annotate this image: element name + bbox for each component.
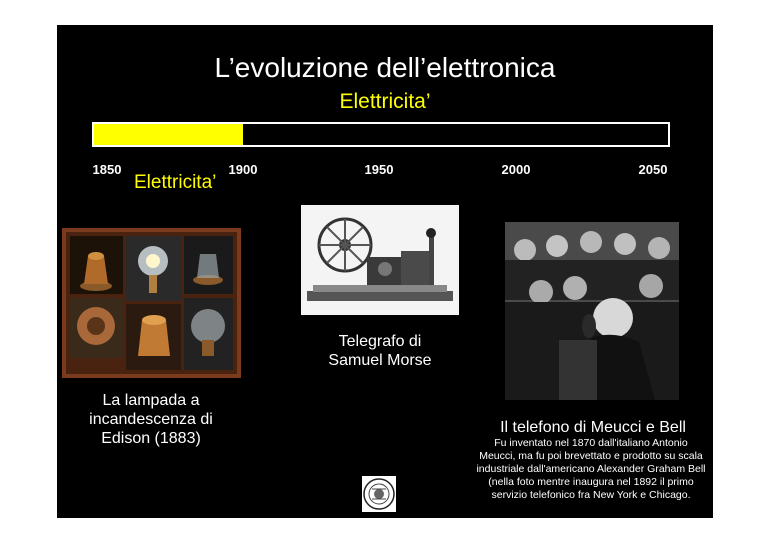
- era-label: Elettricita’: [134, 172, 217, 193]
- timeline-progress-fill: [94, 124, 243, 145]
- university-seal-logo: [362, 476, 396, 512]
- lamp-caption-line: La lampada a: [102, 392, 200, 409]
- morse-telegraph-photo: [301, 205, 459, 315]
- lamp-caption: [71, 391, 231, 448]
- telephone-caption: Il telefono di Meucci e Bell: [500, 419, 686, 436]
- lamp-caption-line: Edison (1883): [101, 430, 201, 447]
- lamp-caption-line: incandescenza di: [89, 411, 213, 428]
- timeline-tick-1900: 1900: [228, 162, 258, 177]
- timeline-tick-1850: 1850: [92, 162, 122, 177]
- telephone-description-line: (nella foto mentre inaugura nel 1892 il primo: [488, 476, 694, 488]
- telephone-description-line: Meucci, ma fu poi brevettato e prodotto su scala: [479, 450, 703, 462]
- telegraph-caption-line: Samuel Morse: [328, 352, 432, 369]
- timeline-tick-2050: 2050: [638, 162, 668, 177]
- timeline-progress-bar: [92, 122, 670, 147]
- telephone-description-line: servizio telefonico fra New York e Chicago.: [491, 489, 691, 501]
- telephone-description: [471, 437, 711, 502]
- telephone-description-line: Fu inventato nel 1870 dall'italiano Antonio: [494, 437, 688, 449]
- telegraph-caption-line: Telegrafo di: [338, 333, 422, 350]
- slide: [57, 25, 713, 518]
- timeline-tick-2000: 2000: [501, 162, 531, 177]
- timeline-tick-1950: 1950: [364, 162, 394, 177]
- telephone-photo: [505, 222, 679, 400]
- telegraph-caption: [305, 332, 455, 370]
- edison-lamp-photo: [62, 228, 241, 378]
- slide-subtitle: Elettricita’: [339, 90, 431, 113]
- slide-title: L’evoluzione dell’elettronica: [214, 52, 556, 83]
- telephone-description-line: industriale dall'americano Alexander Graham Bell: [476, 463, 706, 475]
